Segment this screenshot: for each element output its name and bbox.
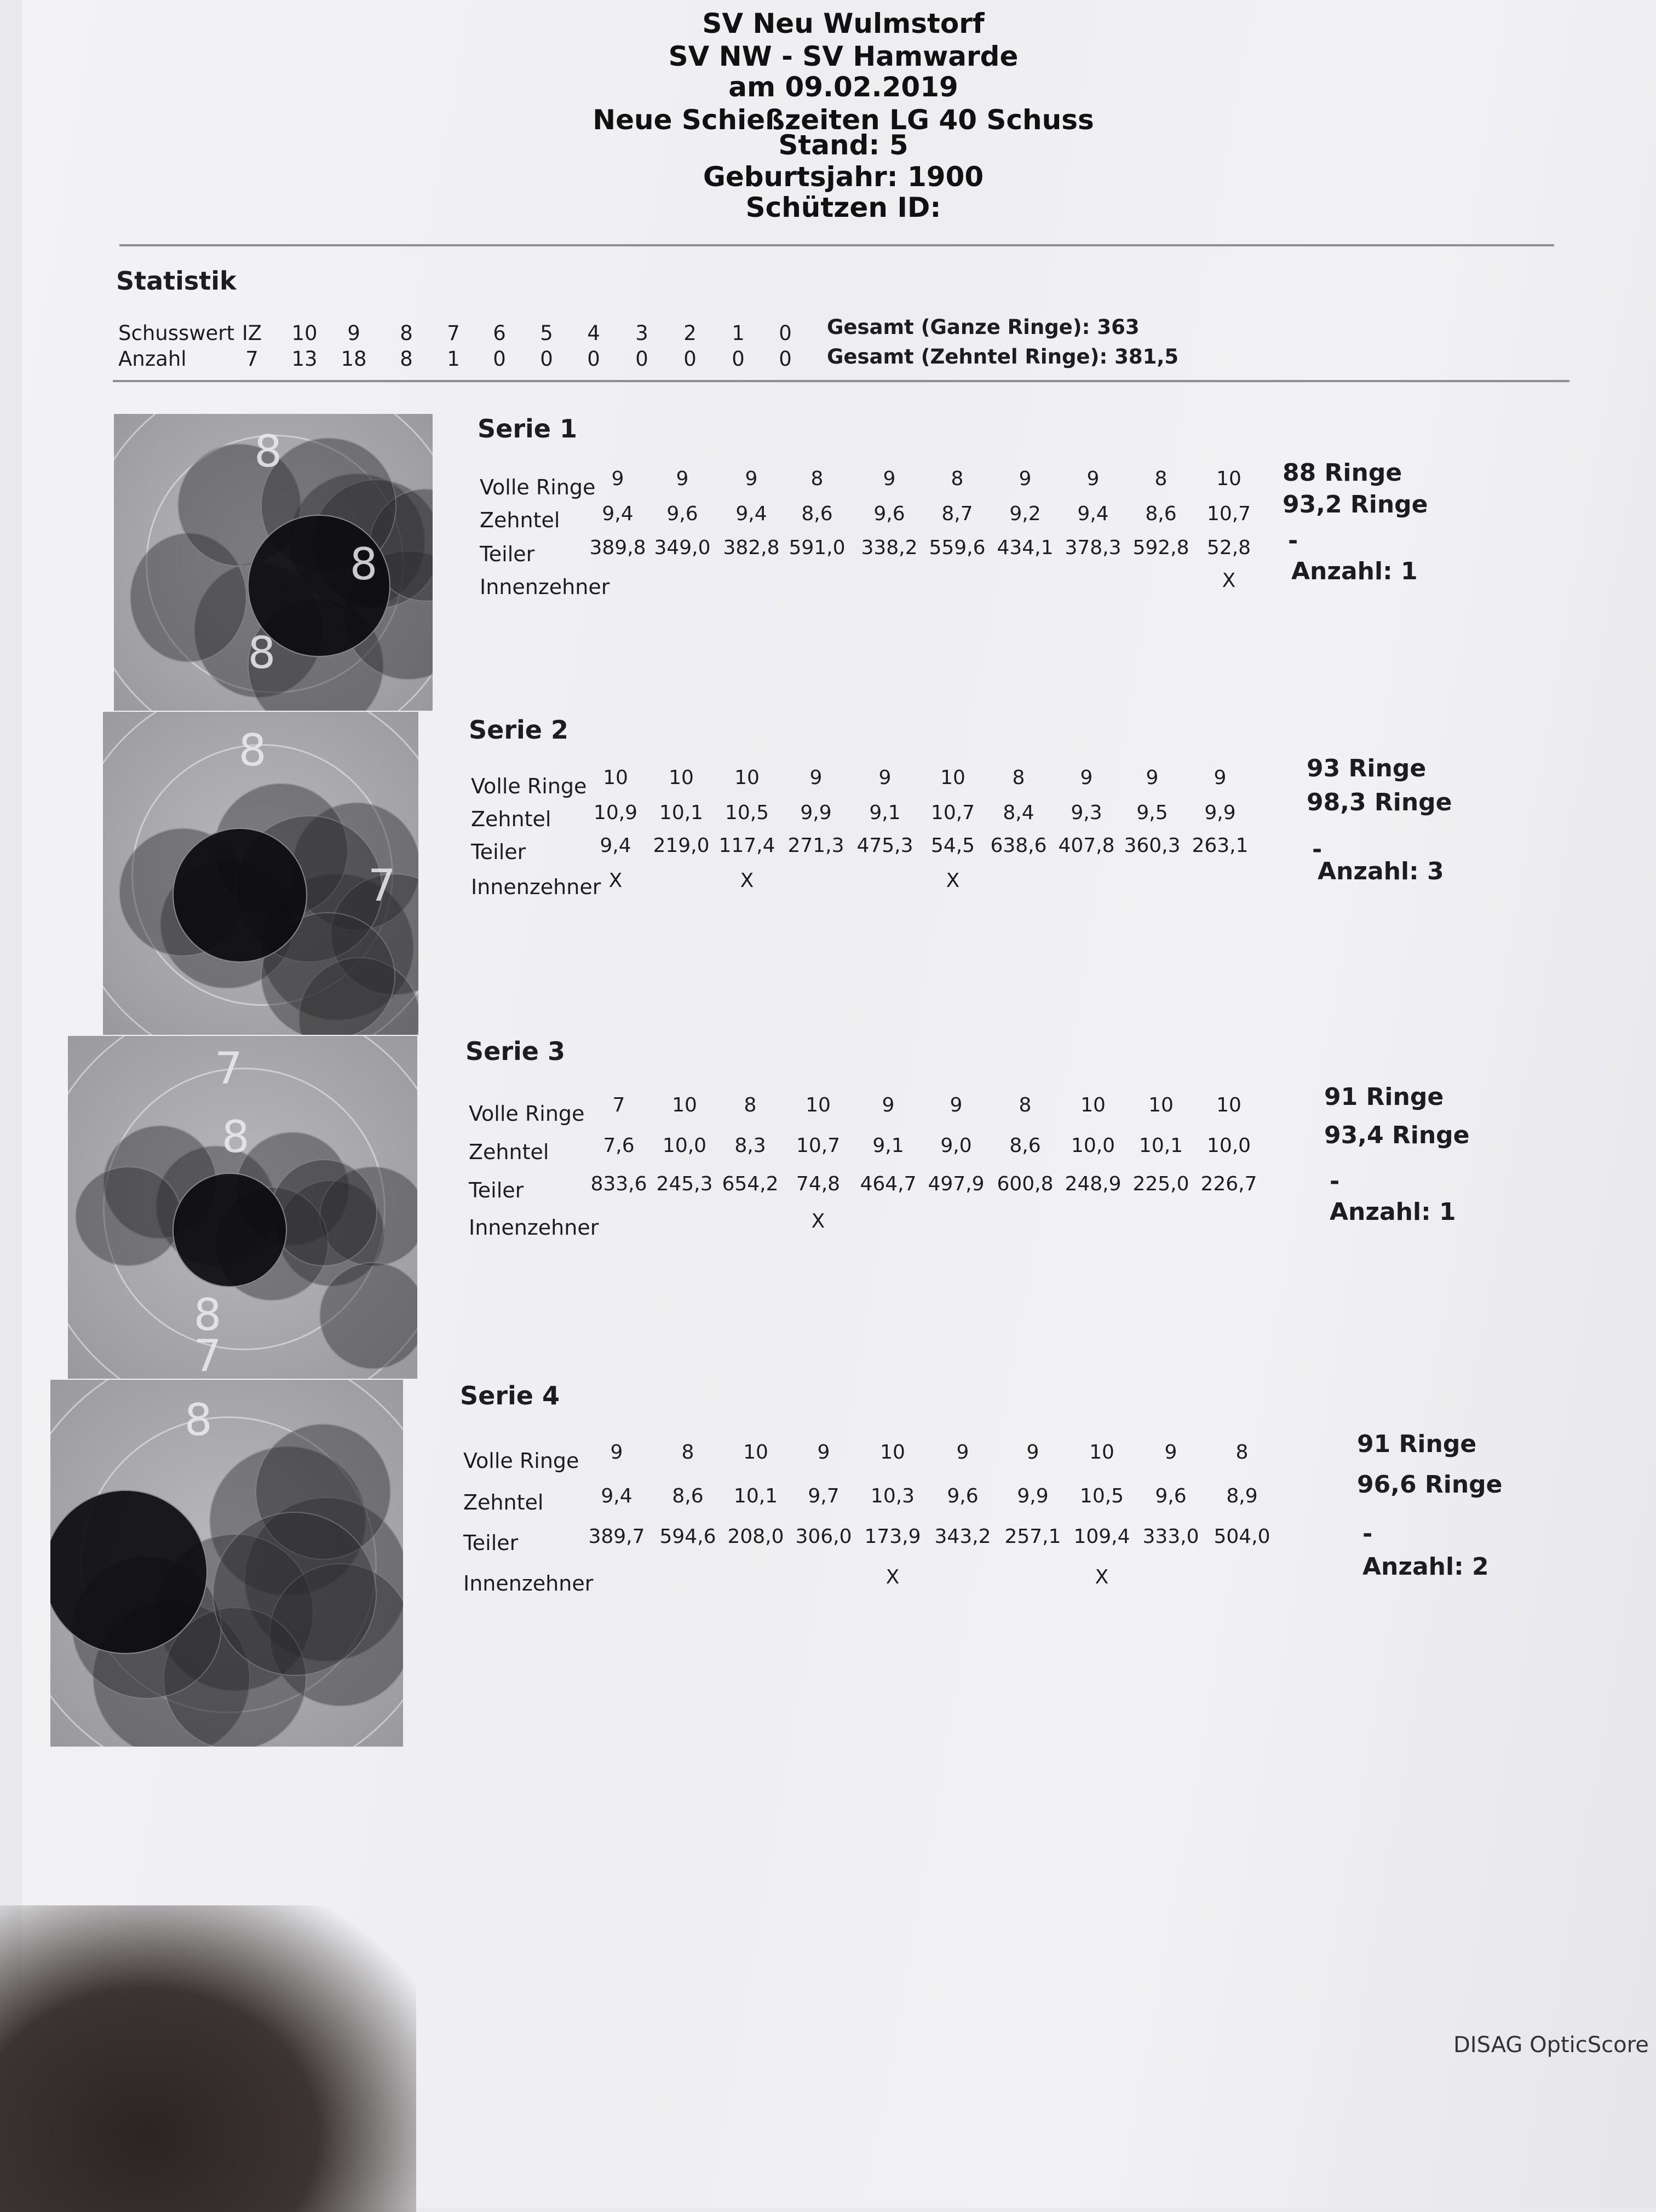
target-ring-number: 8 [184,1394,212,1445]
shot-cell-teiler: 338,2 [861,537,918,559]
shot-cell-volle: 9 [1146,767,1159,789]
shot-cell-innen: X [886,1566,900,1588]
shot-cell-zehntel: 9,4 [602,503,634,525]
shot-cell-zehntel: 9,2 [1009,503,1041,525]
target-ring-number: 7 [193,1330,222,1379]
shot-cell-zehntel: 9,9 [1204,802,1236,824]
target-image-serie-1 [114,414,433,711]
shot-cell-zehntel: 8,3 [734,1134,766,1157]
row-label-zehntel: Zehntel [463,1490,544,1514]
shot-cell-teiler: 74,8 [796,1173,841,1195]
serie-title: Serie 3 [465,1036,566,1066]
header-divider [119,244,1554,246]
shot-cell-teiler: 208,0 [727,1525,784,1548]
shot-cell-zehntel: 8,6 [1145,503,1177,525]
shot-cell-teiler: 54,5 [930,834,975,857]
shot-cell-teiler: 360,3 [1124,834,1181,857]
shot-cell-volle: 9 [817,1441,830,1464]
shot-cell-zehntel: 10,9 [593,802,638,824]
shot-cell-teiler: 434,1 [997,537,1054,559]
shot-cell-volle: 8 [1012,767,1025,789]
serie-title: Serie 2 [469,715,569,745]
serie-sum-teiler: - [1312,836,1323,863]
birth-year: Geburtsjahr: 1900 [703,161,984,193]
shot-cell-innen: X [946,869,960,892]
shot-cell-zehntel: 9,3 [1071,802,1102,824]
shot-cell-volle: 9 [1019,468,1032,490]
shot-cell-teiler: 263,1 [1192,834,1249,857]
stat-count-cell: 0 [779,347,792,371]
statistik-title: Statistik [116,266,237,296]
shot-cell-zehntel: 7,6 [603,1134,635,1157]
shot-cell-teiler: 389,7 [588,1525,645,1548]
serie-sum-zehntel: 96,6 Ringe [1357,1471,1503,1499]
shot-cell-volle: 8 [1019,1094,1032,1116]
row-label-teiler: Teiler [480,542,535,566]
footer-brand: DISAG OpticScore [1453,2032,1649,2058]
shot-cell-teiler: 226,7 [1200,1173,1257,1195]
shot-cell-volle: 10 [1216,1094,1241,1116]
shot-hole-highlight [173,828,307,963]
total-tenth-rings: Gesamt (Zehntel Ringe): 381,5 [827,345,1179,368]
shot-cell-volle: 8 [1235,1441,1249,1464]
shot-cell-volle: 9 [956,1441,969,1464]
shot-cell-volle: 9 [611,468,624,490]
shot-cell-teiler: 592,8 [1132,537,1189,559]
stat-value-cell: 1 [732,321,745,345]
stat-value-cell: 4 [587,321,600,345]
target-ring-number: 8 [221,1111,250,1162]
shot-cell-teiler: 591,0 [789,537,846,559]
shot-cell-volle: 10 [734,767,760,789]
stat-value-cell: 3 [635,321,648,345]
shot-cell-zehntel: 10,5 [725,802,769,824]
serie-sum-volle: 88 Ringe [1283,459,1402,487]
shot-cell-volle: 10 [940,767,965,789]
total-whole-rings: Gesamt (Ganze Ringe): 363 [827,315,1140,339]
shot-cell-zehntel: 10,1 [659,802,704,824]
target-image-serie-4 [50,1380,403,1747]
serie-sum-volle: 93 Ringe [1307,754,1427,782]
shot-cell-volle: 10 [1080,1094,1106,1116]
shot-cell-zehntel: 10,3 [870,1485,915,1507]
shot-cell-volle: 9 [1026,1441,1039,1464]
target-ring-number: 7 [367,860,396,912]
club-name: SV Neu Wulmstorf [702,8,985,39]
row-label-innen: Innenzehner [480,575,610,599]
serie-sum-teiler: - [1330,1167,1340,1195]
row-label-volle: Volle Ringe [469,1102,585,1126]
stat-value-cell: 5 [540,321,553,345]
shot-cell-teiler: 219,0 [653,834,710,857]
shot-cell-zehntel: 10,7 [796,1134,841,1157]
serie-anzahl: Anzahl: 1 [1330,1198,1456,1226]
shot-cell-teiler: 559,6 [929,537,986,559]
serie-sum-zehntel: 93,2 Ringe [1283,491,1428,519]
serie-anzahl: Anzahl: 2 [1362,1553,1489,1581]
stat-value-cell: 10 [291,321,318,345]
stat-value-cell: 7 [447,321,460,345]
row-label-teiler: Teiler [469,1178,524,1202]
shot-cell-volle: 8 [744,1094,757,1116]
target-ring-number: 8 [193,1289,222,1341]
shot-cell-volle: 8 [951,468,964,490]
stat-value-cell: IZ [242,321,262,345]
shot-cell-teiler: 600,8 [997,1173,1054,1195]
shot-cell-zehntel: 9,4 [1077,503,1109,525]
shot-cell-innen: X [1222,569,1236,592]
stat-value-label: Schusswert [118,321,235,345]
shot-cell-zehntel: 8,6 [672,1485,704,1507]
shot-cell-teiler: 173,9 [864,1525,921,1548]
stat-value-cell: 8 [400,321,413,345]
stat-value-cell: 0 [779,321,792,345]
serie-title: Serie 1 [478,414,578,443]
shot-cell-teiler: 271,3 [787,834,844,857]
match-date: am 09.02.2019 [728,71,958,103]
shot-cell-volle: 10 [880,1441,905,1464]
shot-cell-teiler: 52,8 [1206,537,1251,559]
shooter-id: Schützen ID: [745,192,941,223]
shot-cell-zehntel: 9,1 [872,1134,904,1157]
shot-cell-teiler: 389,8 [589,537,646,559]
serie-anzahl: Anzahl: 1 [1291,557,1418,585]
shot-cell-volle: 9 [883,468,896,490]
stat-value-cell: 9 [347,321,360,345]
stat-count-cell: 1 [447,347,460,371]
target-ring-number: 8 [238,724,267,776]
shot-cell-teiler: 225,0 [1132,1173,1189,1195]
serie-sum-volle: 91 Ringe [1324,1083,1444,1111]
row-label-volle: Volle Ringe [480,475,596,499]
target-ring-number: 8 [248,627,276,679]
target-ring-number: 8 [254,425,282,477]
shot-cell-zehntel: 9,6 [947,1485,979,1507]
shot-cell-volle: 9 [610,1441,623,1464]
stat-count-cell: 0 [683,347,697,371]
serie-sum-zehntel: 98,3 Ringe [1307,788,1452,816]
shot-cell-volle: 7 [612,1094,625,1116]
shot-cell-zehntel: 8,9 [1226,1485,1258,1507]
shot-cell-zehntel: 10,0 [1206,1134,1251,1157]
shot-cell-teiler: 9,4 [600,834,631,857]
shot-cell-innen: X [608,869,623,892]
serie-title: Serie 4 [460,1381,560,1410]
shot-cell-zehntel: 9,6 [873,503,905,525]
shot-cell-zehntel: 9,1 [869,802,901,824]
shot-cell-zehntel: 10,7 [930,802,975,824]
shot-cell-teiler: 382,8 [723,537,780,559]
row-label-innen: Innenzehner [463,1571,594,1595]
shot-cell-teiler: 504,0 [1214,1525,1270,1548]
shot-cell-zehntel: 8,6 [1009,1134,1041,1157]
shot-cell-volle: 9 [950,1094,963,1116]
shot-cell-teiler: 333,0 [1142,1525,1199,1548]
stat-count-cell: 13 [291,347,318,371]
shot-cell-zehntel: 10,1 [1138,1134,1183,1157]
stat-count-cell: 7 [245,347,258,371]
serie-sum-volle: 91 Ringe [1357,1430,1477,1458]
shot-cell-zehntel: 9,4 [601,1485,633,1507]
stat-count-cell: 18 [341,347,367,371]
shot-cell-innen: X [811,1210,825,1232]
shot-cell-teiler: 378,3 [1065,537,1122,559]
shot-cell-volle: 10 [669,767,694,789]
shot-cell-volle: 9 [676,468,689,490]
shot-cell-teiler: 475,3 [856,834,913,857]
shot-cell-volle: 9 [809,767,823,789]
target-image-serie-3 [68,1036,417,1379]
shot-cell-teiler: 245,3 [656,1173,713,1195]
shot-cell-teiler: 257,1 [1004,1525,1061,1548]
shot-hole-highlight [173,1173,286,1287]
target-image-serie-2 [103,712,418,1035]
shot-hole [319,1262,417,1369]
shot-cell-teiler: 306,0 [795,1525,852,1548]
shot-cell-zehntel: 9,5 [1136,802,1168,824]
shot-cell-zehntel: 8,7 [941,503,973,525]
shot-cell-volle: 10 [743,1441,768,1464]
shot-cell-volle: 10 [806,1094,831,1116]
stat-count-cell: 0 [635,347,648,371]
shot-cell-volle: 9 [1080,767,1093,789]
shot-cell-teiler: 248,9 [1065,1173,1122,1195]
serie-anzahl: Anzahl: 3 [1318,857,1444,885]
shot-cell-volle: 10 [1148,1094,1174,1116]
row-label-volle: Volle Ringe [471,774,587,798]
stat-count-cell: 0 [493,347,506,371]
shot-cell-teiler: 638,6 [990,834,1047,857]
shot-cell-teiler: 407,8 [1058,834,1115,857]
discipline: Neue Schießzeiten LG 40 Schuss [593,104,1094,136]
shot-cell-zehntel: 10,5 [1079,1485,1124,1507]
shot-cell-volle: 9 [745,468,758,490]
shot-cell-zehntel: 9,9 [1017,1485,1049,1507]
shot-cell-teiler: 117,4 [718,834,775,857]
stat-count-cell: 8 [400,347,413,371]
shot-cell-innen: X [1095,1566,1109,1588]
shot-cell-zehntel: 9,4 [735,503,767,525]
match-title: SV NW - SV Hamwarde [668,41,1019,72]
shot-cell-teiler: 349,0 [654,537,711,559]
target-ring-number: 8 [349,538,378,590]
stat-count-cell: 0 [587,347,600,371]
stat-value-cell: 2 [683,321,697,345]
shot-cell-teiler: 654,2 [722,1173,779,1195]
shot-cell-volle: 10 [1089,1441,1114,1464]
shot-cell-volle: 9 [1214,767,1227,789]
shot-cell-zehntel: 9,6 [666,503,698,525]
shot-cell-volle: 8 [1154,468,1168,490]
serie-sum-teiler: - [1362,1520,1373,1548]
shot-hole [271,1159,377,1266]
shot-cell-volle: 9 [1164,1441,1177,1464]
row-label-volle: Volle Ringe [463,1449,579,1473]
shot-cell-volle: 9 [878,767,892,789]
shot-hole [75,1166,182,1266]
row-label-zehntel: Zehntel [480,508,560,532]
shot-cell-volle: 8 [810,468,824,490]
shot-cell-zehntel: 9,9 [800,802,832,824]
stat-count-cell: 0 [732,347,745,371]
shot-cell-teiler: 343,2 [934,1525,991,1548]
shot-cell-teiler: 464,7 [860,1173,917,1195]
shot-cell-zehntel: 10,0 [662,1134,707,1157]
shot-cell-volle: 9 [882,1094,895,1116]
row-label-teiler: Teiler [463,1531,519,1555]
serie-sum-zehntel: 93,4 Ringe [1324,1121,1470,1149]
shot-cell-zehntel: 8,4 [1003,802,1034,824]
shot-cell-zehntel: 10,7 [1206,503,1251,525]
shot-cell-volle: 8 [681,1441,694,1464]
row-label-innen: Innenzehner [469,1216,599,1240]
shot-cell-volle: 9 [1086,468,1100,490]
shot-cell-volle: 10 [603,767,628,789]
shot-cell-zehntel: 9,0 [940,1134,972,1157]
stat-divider [113,380,1569,382]
row-label-zehntel: Zehntel [471,807,551,831]
shot-cell-teiler: 594,6 [659,1525,716,1548]
row-label-teiler: Teiler [471,840,526,864]
shot-cell-volle: 10 [672,1094,697,1116]
row-label-innen: Innenzehner [471,875,601,899]
serie-sum-teiler: - [1288,527,1298,555]
shot-cell-zehntel: 10,1 [733,1485,778,1507]
stat-count-label: Anzahl [118,347,187,371]
shot-cell-teiler: 833,6 [590,1173,647,1195]
row-label-zehntel: Zehntel [469,1140,549,1164]
shot-cell-zehntel: 8,6 [801,503,833,525]
stat-value-cell: 6 [493,321,506,345]
shot-cell-zehntel: 9,6 [1155,1485,1187,1507]
shot-cell-innen: X [740,869,754,892]
shot-cell-teiler: 109,4 [1073,1525,1130,1548]
hand-shadow [0,1905,416,2212]
shot-cell-zehntel: 9,7 [808,1485,840,1507]
target-ring-number: 7 [214,1042,243,1094]
shot-hole [212,1512,377,1676]
shot-cell-volle: 10 [1216,468,1241,490]
stat-count-cell: 0 [540,347,553,371]
shot-cell-teiler: 497,9 [928,1173,985,1195]
lane-stand: Stand: 5 [778,129,909,161]
shot-cell-zehntel: 10,0 [1071,1134,1116,1157]
